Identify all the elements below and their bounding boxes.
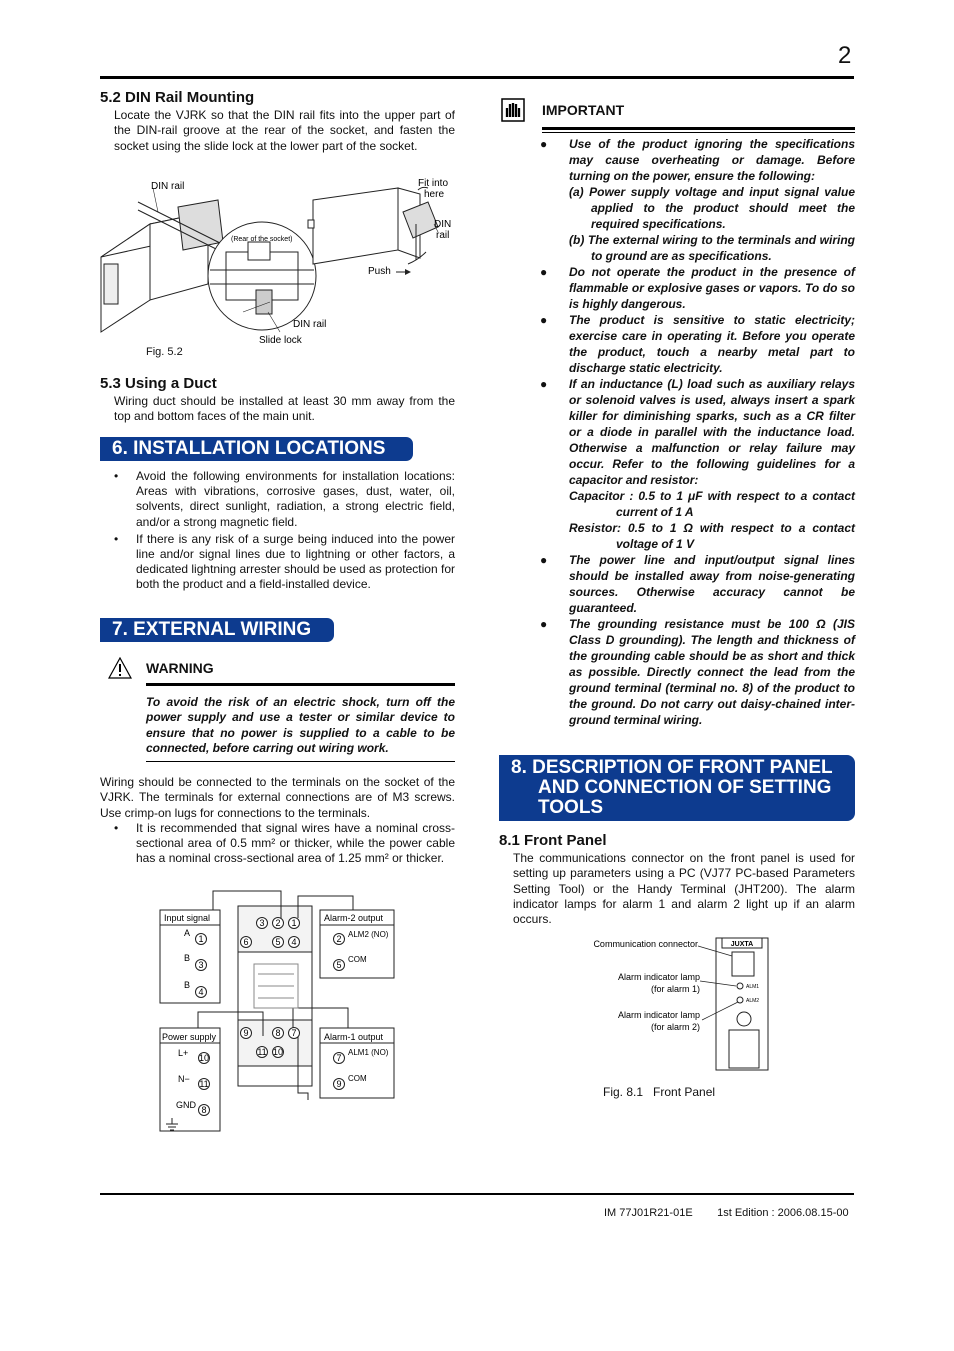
front-panel-lamp2-sub: (for alarm 2) <box>650 1022 700 1032</box>
section-6-bullet: • If there is any risk of a surge being induced into the power line and/or signal lines due to lightning or other factors, a dedicated lightning arrester should be used as protection for both the product and a field-installed device. <box>114 532 455 593</box>
warning-rule-top <box>146 683 455 686</box>
svg-text:10: 10 <box>198 1053 210 1063</box>
warning-icon <box>108 657 132 679</box>
fig52-push: Push <box>368 266 391 277</box>
section-8-banner <box>499 755 855 821</box>
fig52-din-rail-bottom: DIN rail <box>293 319 327 330</box>
wiring-lplus: L+ <box>178 1048 189 1058</box>
fig52-here: here <box>424 189 445 200</box>
front-panel-alm2: ALM2 <box>746 998 760 1004</box>
important-resistor: Resistor: 0.5 to 1 Ω with respect to a contact voltage of 1 V <box>569 521 855 551</box>
front-panel-figure <box>576 934 776 1074</box>
wiring-input-a: A <box>184 928 191 938</box>
svg-text:8: 8 <box>275 1028 281 1038</box>
important-item <box>540 376 855 552</box>
wiring-nminus: N− <box>178 1074 190 1084</box>
section-8-1-body: The communications connector on the front panel is used for setting up parameters using a PC (VJ77 PC-based Parameters Setting Tool) or the Handy Terminal (JHT200). The alarm indicator lamps for alarm 1 and alarm 2 light up if an alarm occurs. <box>513 851 855 927</box>
section-5-3-body: Wiring duct should be installed at least 30 mm away from the top and bottom faces of the main unit. <box>114 394 455 424</box>
important-item <box>540 136 855 264</box>
wiring-alm2: ALM2 (NO) <box>348 930 389 939</box>
important-sub-b: (b) The external wiring to the terminals and wiring to ground are as specifications. <box>569 233 855 263</box>
footer-rule <box>100 1193 854 1195</box>
front-panel-alm1: ALM1 <box>746 984 760 990</box>
warning-text: To avoid the risk of an electric shock, turn off the power supply and use a tester or similar device to ensure that no power is supplied to a cable to be connected, before carring out wiring work. <box>146 695 455 755</box>
fig52-din-rail-left: DIN rail <box>151 181 185 192</box>
page-number: 2 <box>838 42 852 69</box>
svg-text:11: 11 <box>257 1047 267 1057</box>
fig-5-2-caption: Fig. 5.2 <box>146 346 183 358</box>
front-panel-lamp1-sub: (for alarm 1) <box>650 984 700 994</box>
svg-text:4: 4 <box>291 937 297 947</box>
fig52-rail: rail <box>436 230 450 241</box>
svg-text:1: 1 <box>291 918 297 928</box>
svg-text:11: 11 <box>199 1079 209 1089</box>
section-7-bullets <box>114 821 455 869</box>
wiring-diagram <box>158 888 398 1134</box>
front-panel-comm-label: Communication connector <box>593 939 698 949</box>
svg-text:2: 2 <box>275 918 281 928</box>
svg-text:9: 9 <box>243 1028 249 1038</box>
important-item: ● The product is sensitive to static electricity; exercise care in operating it. Before you operate the product, touch a nearby metal part to discharge static electricity. <box>540 312 855 376</box>
fig52-din: DIN <box>434 219 452 230</box>
wiring-alarm2-title: Alarm-2 output <box>324 913 384 923</box>
important-sub-a: (a) Power supply voltage and input signal value applied to the product should meet the required specifications. <box>569 185 855 231</box>
svg-text:8: 8 <box>201 1105 207 1115</box>
warning-label: WARNING <box>146 660 214 676</box>
important-label: IMPORTANT <box>542 102 625 118</box>
footer: IM 77J01R21-01E 1st Edition : 2006.08.15-00 <box>604 1207 849 1219</box>
front-panel-lamp1-label: Alarm indicator lamp <box>617 972 700 982</box>
important-item: ● The grounding resistance must be 100 Ω (JIS Class D grounding). The length and thickness of the grounding cable should be as short and thick as possible. Directly connect the lead from the ground terminal (terminal no. 8) of the product to the ground. Do not carry out daisy-chained inter-ground terminal wiring. <box>540 616 855 728</box>
fig-8-1-caption: Fig. 8.1 Front Panel <box>603 1085 716 1099</box>
wiring-input-b2: B <box>184 980 191 990</box>
section-8-title-line2: AND CONNECTION OF SETTING <box>538 777 832 798</box>
important-item-text: If an inductance (L) load such as auxiliary relays or solenoid valves is used, always insert a spark killer for diminishing sparks, such as a CR filter or a diode in parallel with the inductance load. Otherwise a malfunction or relay failure may occur. Refer to the following guidelines for a capacitor and resistor: <box>569 377 855 487</box>
section-7-banner: 7. EXTERNAL WIRING <box>100 618 334 642</box>
section-5-3-title: 5.3 Using a Duct <box>100 375 217 392</box>
svg-text:5: 5 <box>336 960 342 970</box>
din-rail-figure <box>98 172 458 352</box>
fig52-slide-lock: Slide lock <box>259 335 302 346</box>
wiring-alm1: ALM1 (NO) <box>348 1048 389 1057</box>
section-8-title-line1: 8. DESCRIPTION OF FRONT PANEL <box>511 757 833 778</box>
warning-rule-bottom <box>146 761 455 762</box>
svg-text:10: 10 <box>272 1047 284 1057</box>
fig52-fit-into: Fit into <box>418 178 449 189</box>
section-5-2-body: Locate the VJRK so that the DIN rail fits into the upper part of the DIN-rail groove at the rear of the socket, and fasten the socket using the slide lock at the lower part of the socket. <box>114 108 455 153</box>
important-item: ● Do not operate the product in the presence of flammable or explosive gases or vapors. To do so is highly dangerous. <box>540 264 855 312</box>
hand-caution-icon <box>500 97 526 123</box>
svg-text:5: 5 <box>275 937 281 947</box>
wiring-input-signal: Input signal <box>164 913 211 923</box>
fig52-rear: (Rear of the socket) <box>231 236 293 243</box>
wiring-gnd: GND <box>176 1100 196 1110</box>
wiring-power-supply: Power supply <box>162 1032 217 1042</box>
svg-text:3: 3 <box>259 918 265 928</box>
important-capacitor: Capacitor : 0.5 to 1 μF with respect to a contact current of 1 A <box>569 489 855 519</box>
svg-text:4: 4 <box>198 987 204 997</box>
section-7-body: Wiring should be connected to the terminals on the socket of the VJRK. The terminals for external connections are of M3 screws. Use crimp-on lugs for connections to the terminals. <box>100 775 455 820</box>
svg-text:7: 7 <box>336 1053 342 1063</box>
svg-text:7: 7 <box>291 1028 297 1038</box>
wiring-alm2-com: COM <box>348 955 367 964</box>
svg-text:2: 2 <box>336 934 342 944</box>
important-rule-2 <box>542 132 855 133</box>
section-6-bullets <box>114 469 455 595</box>
svg-text:9: 9 <box>336 1079 342 1089</box>
section-8-1-title: 8.1 Front Panel <box>499 832 607 849</box>
wiring-input-b1: B <box>184 953 191 963</box>
important-rule-top <box>542 127 855 130</box>
header-rule <box>100 76 854 79</box>
wiring-alm1-com: COM <box>348 1074 367 1083</box>
section-6-banner: 6. INSTALLATION LOCATIONS <box>100 437 413 461</box>
section-5-2-title: 5.2 DIN Rail Mounting <box>100 89 255 106</box>
svg-text:1: 1 <box>198 934 204 944</box>
section-6-bullet: • Avoid the following environments for installation locations: Areas with vibrations, corrosive gases, dust, water, oil, solvents, direct sunlight, radiation, a strong electric field, and/or a strong magnetic field. <box>114 469 455 530</box>
svg-text:6: 6 <box>243 937 249 947</box>
important-item-text: Use of the product ignoring the specifications may cause overheating or damage. Before turning on the power, ensure the following: <box>569 137 855 183</box>
important-list <box>540 136 855 728</box>
front-panel-lamp2-label: Alarm indicator lamp <box>617 1010 700 1020</box>
section-7-bullet: • It is recommended that signal wires have a nominal cross-sectional area of 0.5 mm² or thicker, while the power cable has a nominal cross-sectional area of 1.25 mm² or thicker. <box>114 821 455 867</box>
important-item: ● The power line and input/output signal lines should be installed away from noise-generating sources. Otherwise accuracy cannot be guaranteed. <box>540 552 855 616</box>
section-8-title-line3: TOOLS <box>538 797 604 818</box>
svg-text:3: 3 <box>198 960 204 970</box>
front-panel-brand: JUXTA <box>730 941 754 948</box>
wiring-alarm1-title: Alarm-1 output <box>324 1032 384 1042</box>
